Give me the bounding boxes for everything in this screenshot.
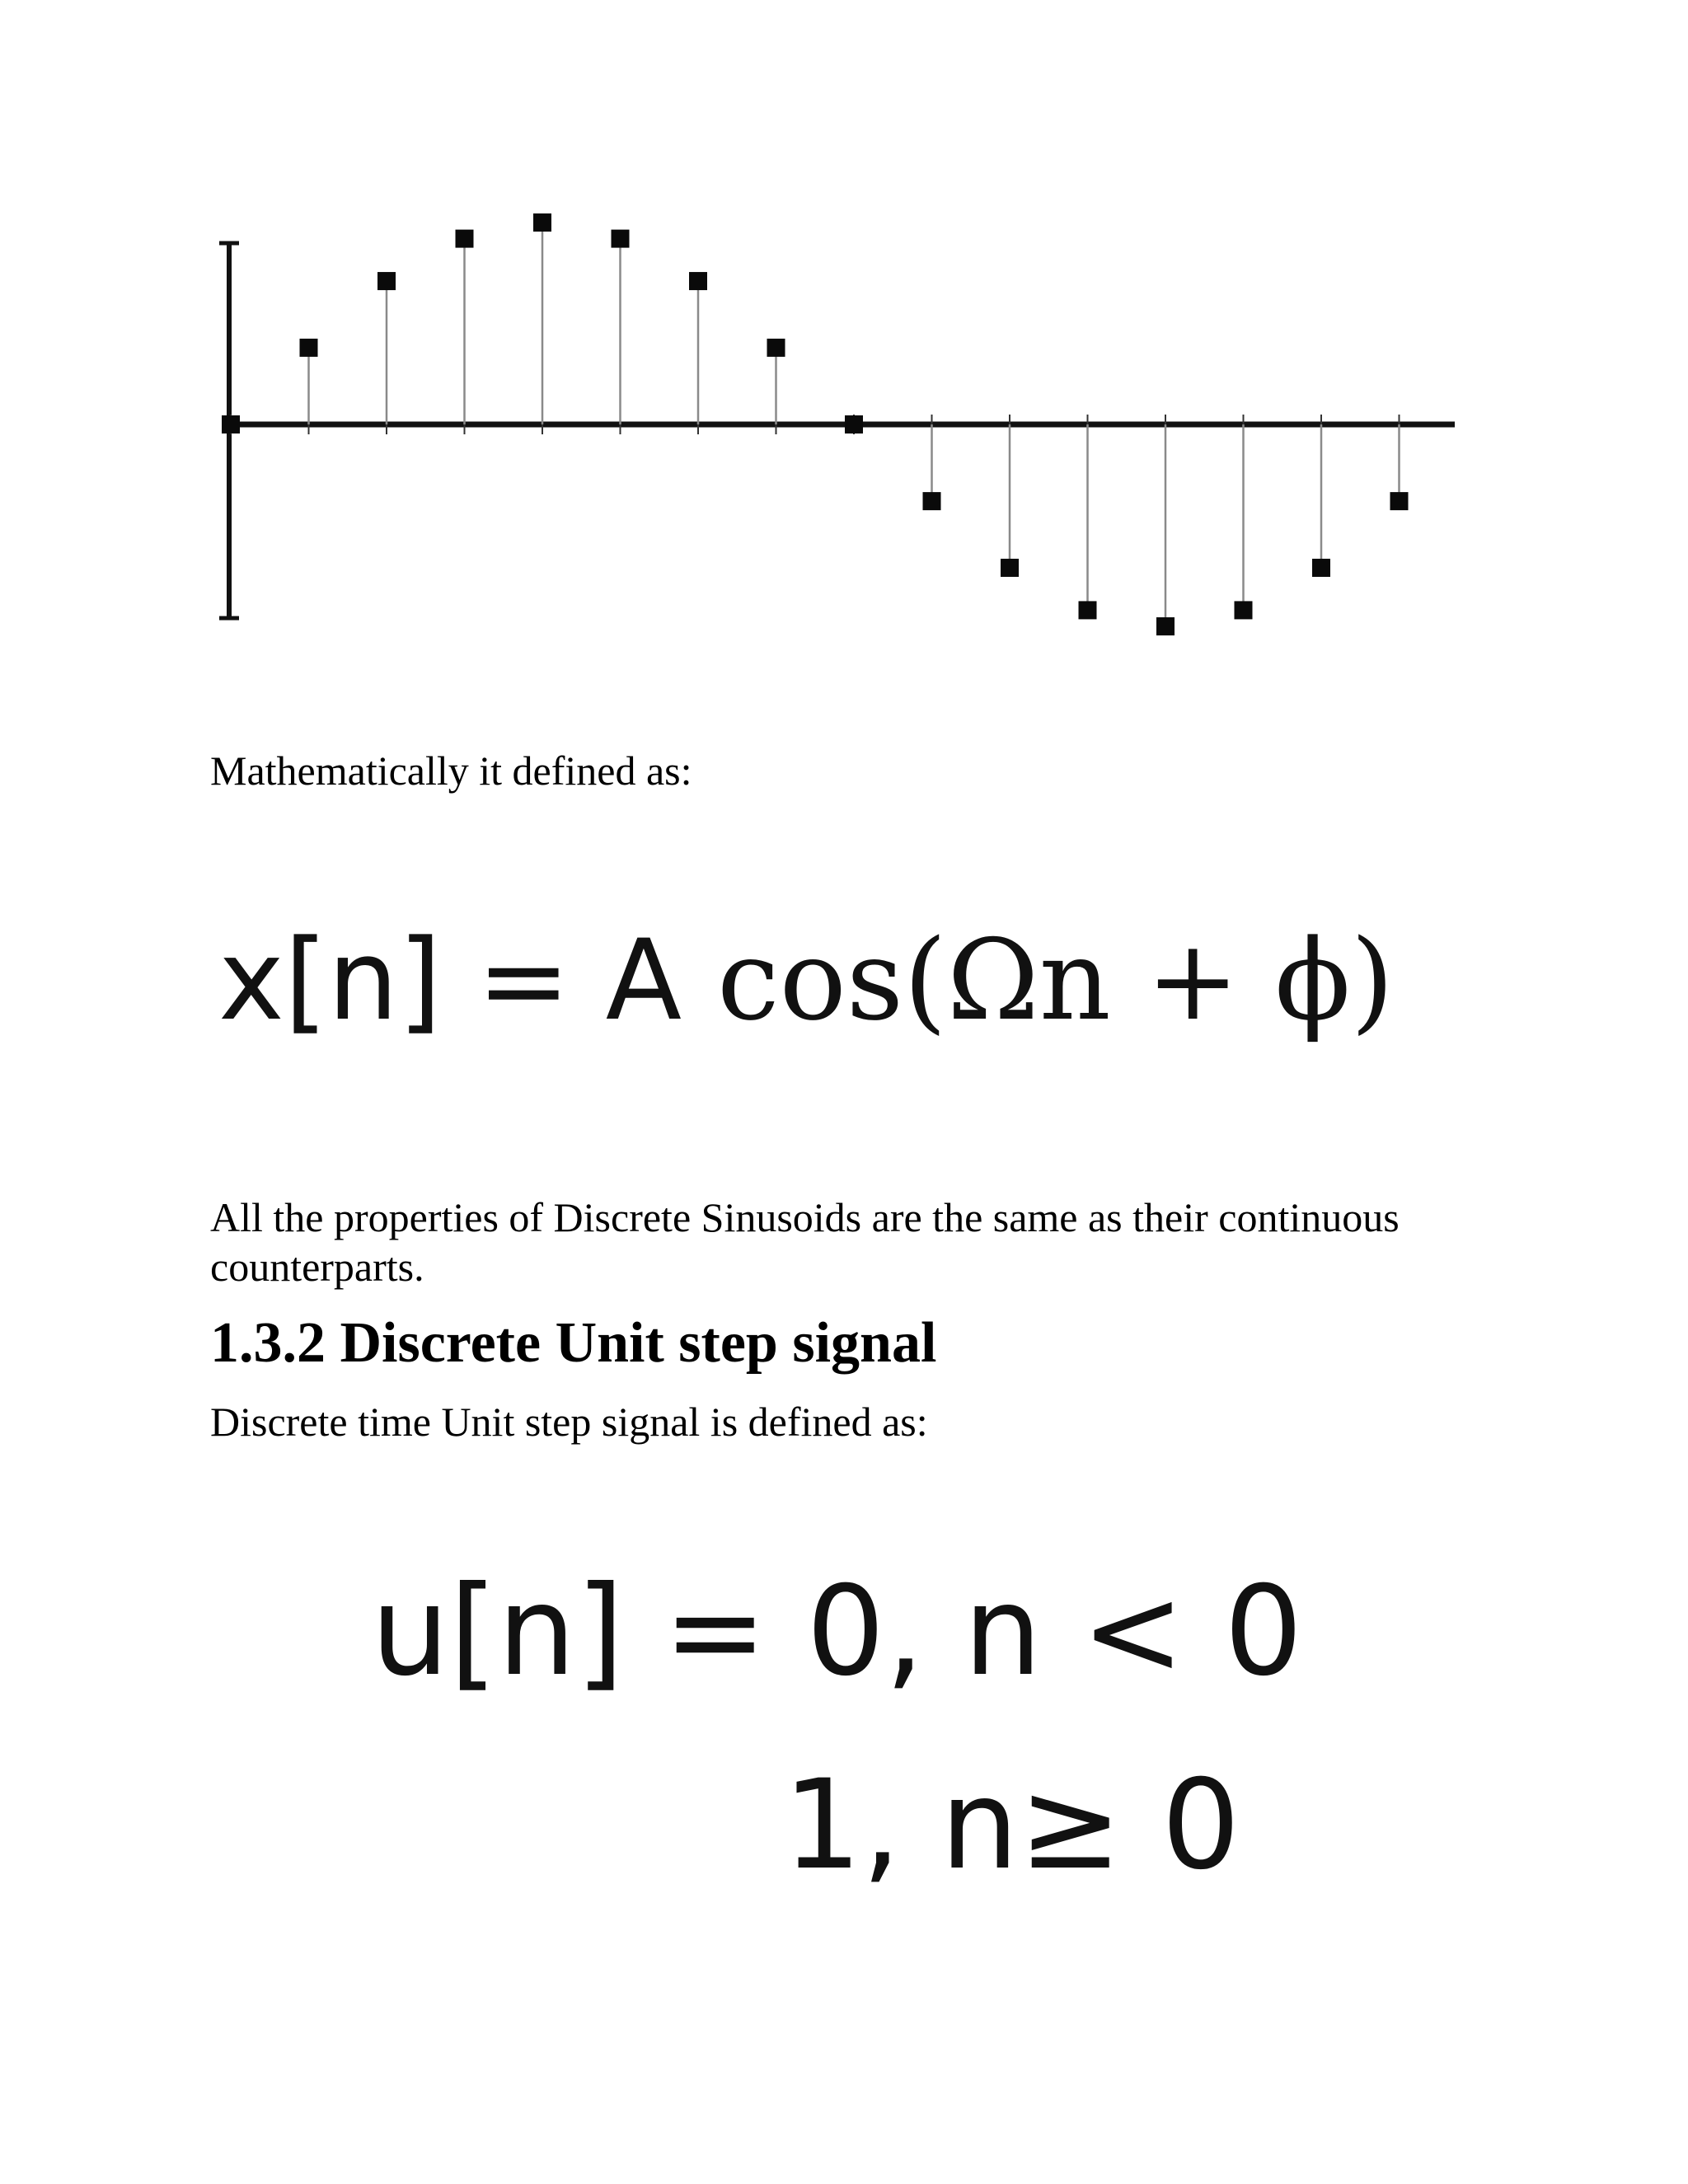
stem-marker (1235, 601, 1253, 619)
stem-marker (845, 415, 863, 434)
sinusoid-formula-lhs: x[n] = A (218, 916, 717, 1045)
stem-marker (533, 213, 551, 232)
stem-marker (767, 339, 785, 357)
stem-marker (377, 272, 396, 290)
stem-marker (1312, 559, 1330, 577)
stem-marker (222, 415, 240, 434)
stem-marker (612, 230, 630, 248)
stem-marker (1156, 617, 1175, 635)
section-heading: 1.3.2 Discrete Unit step signal (210, 1311, 937, 1375)
unit-step-formula-line-1: u[n] = 0, n < 0 (371, 1560, 1303, 1704)
unit-step-formula-line-2: 1, n≥ 0 (783, 1754, 1240, 1897)
sinusoid-formula (218, 915, 1394, 1047)
stem-marker (1001, 559, 1019, 577)
properties-text: All the properties of Discrete Sinusoids are the same as their continuous counterparts. (210, 1194, 1400, 1290)
stem-marker (1390, 492, 1409, 510)
discrete-sinusoid-stem-plot (0, 0, 1688, 676)
stem-marker (689, 272, 707, 290)
stem-marker (456, 230, 474, 248)
sinusoid-formula-rhs: cos(Ωn + ϕ) (717, 916, 1395, 1045)
stem-marker (300, 339, 318, 357)
stem-marker (923, 492, 941, 510)
intro-text: Mathematically it defined as: (210, 748, 692, 794)
stem-marker (1079, 601, 1097, 619)
step-intro-text: Discrete time Unit step signal is defined as: (210, 1399, 928, 1445)
